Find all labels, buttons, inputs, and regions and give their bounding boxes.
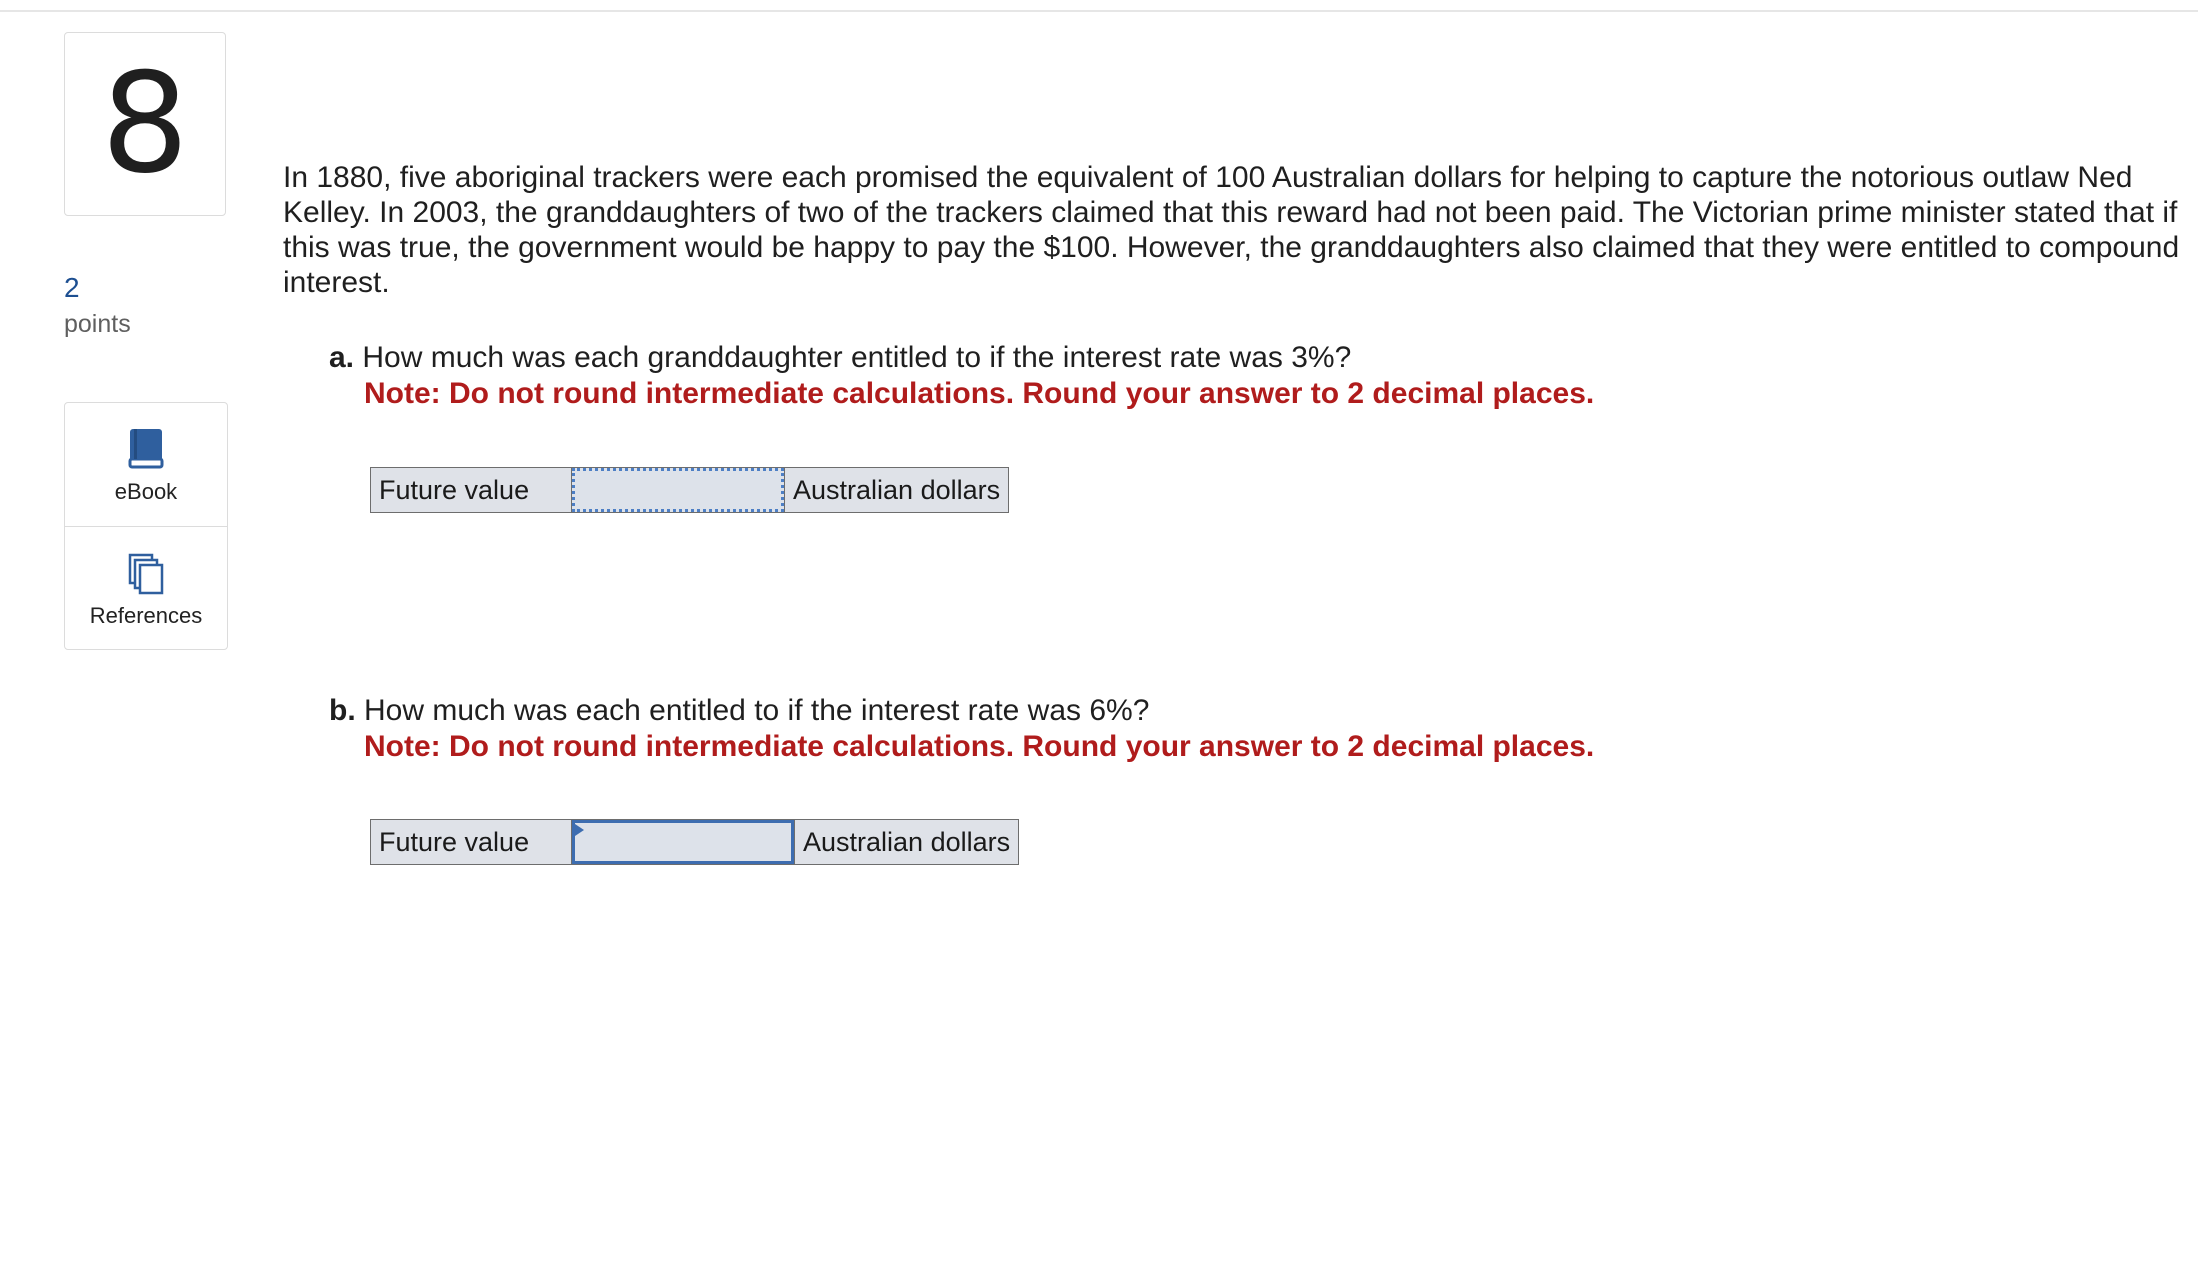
part-b-question-text: How much was each entitled to if the interest rate was 6%? bbox=[364, 694, 1150, 727]
part-b-future-value-input[interactable] bbox=[572, 820, 794, 864]
part-b-note: Note: Do not round intermediate calculations. Round your answer to 2 decimal places. bbox=[364, 730, 1595, 763]
ebook-button[interactable] bbox=[65, 403, 227, 527]
question-number: 8 bbox=[101, 43, 189, 204]
book-icon bbox=[126, 427, 166, 473]
input-flag-marker bbox=[572, 822, 584, 838]
ebook-label: eBook bbox=[114, 479, 178, 504]
part-b-field-label: Future value bbox=[371, 820, 572, 864]
part-a-question bbox=[329, 340, 1351, 375]
part-a-answer-row bbox=[370, 467, 1009, 513]
tools-panel bbox=[64, 402, 228, 650]
part-a-letter: a. bbox=[329, 341, 355, 374]
copy-documents-icon bbox=[126, 551, 166, 597]
question-intro-text: In 1880, five aboriginal trackers were each promised the equivalent of 100 Australian dollars for helping to capture the notorious outlaw Ned Kelley. In 2003, the granddaughters of two of the trackers claimed that this reward had not been paid. The Victorian prime minister stated that if this was true, the government would be happy to pay the $100. However, the granddaughters also claimed that they were entitled to compound interest. bbox=[283, 161, 2180, 299]
references-label: References bbox=[89, 603, 203, 628]
points-label: points bbox=[64, 310, 131, 338]
points-value: 2 bbox=[64, 272, 80, 303]
question-number-box bbox=[64, 32, 226, 216]
top-divider bbox=[0, 10, 2198, 12]
part-b-question bbox=[329, 693, 1149, 728]
part-a-note: Note: Do not round intermediate calculations. Round your answer to 2 decimal places. bbox=[364, 377, 1595, 410]
part-a-future-value-input[interactable] bbox=[572, 468, 784, 512]
part-b-answer-row bbox=[370, 819, 1019, 865]
part-a-field-label: Future value bbox=[371, 468, 572, 512]
part-a-unit: Australian dollars bbox=[784, 468, 1008, 512]
part-b-letter: b. bbox=[329, 694, 356, 727]
references-button[interactable] bbox=[65, 527, 227, 650]
part-b-unit: Australian dollars bbox=[794, 820, 1018, 864]
part-a-question-text: How much was each granddaughter entitled to if the interest rate was 3%? bbox=[362, 341, 1352, 374]
